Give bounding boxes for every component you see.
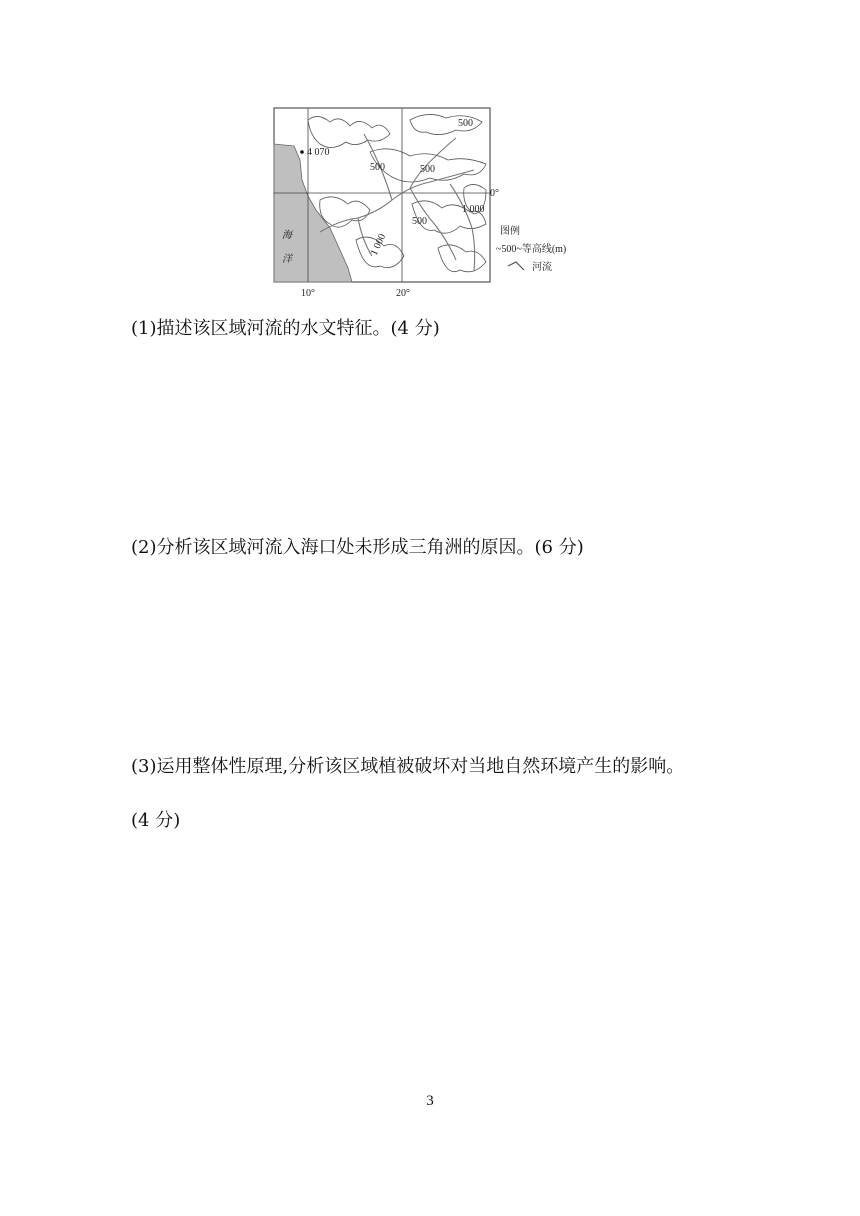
longitude-label-20: 20°: [396, 288, 410, 299]
longitude-label-10: 10°: [301, 288, 315, 299]
contour-label: 500: [412, 216, 427, 227]
page-number: 3: [426, 1093, 434, 1109]
contour-label: 500: [458, 118, 473, 129]
contour-label: 500: [420, 164, 435, 175]
contour-label: 1 000: [368, 232, 389, 258]
topographic-map: [260, 100, 600, 300]
legend-title: 图例: [500, 226, 520, 237]
question-3: (3)运用整体性原理,分析该区域植被破坏对当地自然环境产生的影响。: [131, 756, 685, 777]
question-2: (2)分析该区域河流入海口处未形成三角洲的原因。(6 分): [131, 537, 584, 558]
ocean-label: 海: [282, 230, 292, 241]
legend-contour: ~500~等高线(m): [496, 244, 567, 255]
contour-label: 500: [370, 162, 385, 173]
question-3-score: (4 分): [131, 810, 181, 831]
topographic-map-figure: [260, 100, 600, 300]
peak-elevation-label: 4 070: [307, 147, 330, 158]
ocean-label: 洋: [282, 254, 292, 265]
equator-label: 0°: [490, 188, 499, 199]
legend-river: 河流: [532, 262, 552, 273]
question-1: (1)描述该区域河流的水文特征。(4 分): [131, 318, 440, 339]
legend-river-symbol: [508, 262, 524, 270]
peak-dot: [300, 150, 304, 154]
contour-label: 1 000: [462, 204, 485, 215]
